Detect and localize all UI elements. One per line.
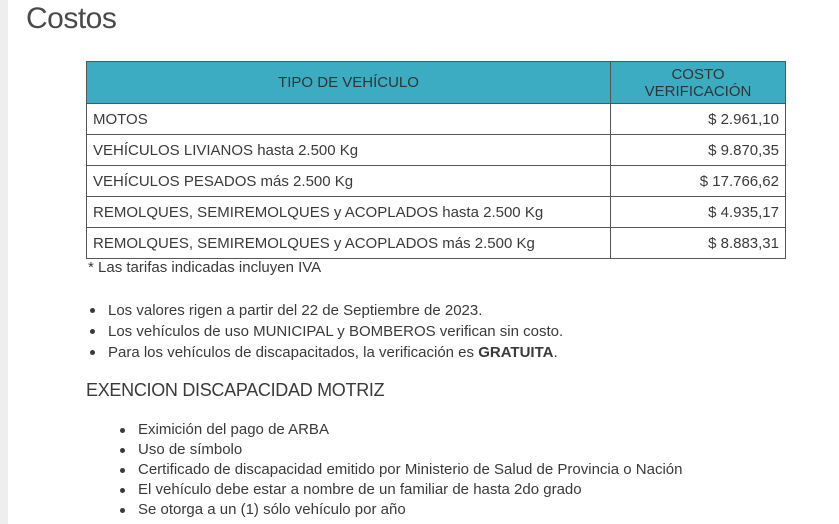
table-header-row: [87, 62, 786, 104]
list-item-text: Para los vehículos de discapacitados, la verificación es: [108, 344, 479, 361]
vehicle-type-cell: REMOLQUES, SEMIREMOLQUES y ACOPLADOS más 2.500 Kg: [87, 228, 611, 259]
cost-cell: $ 9.870,35: [611, 135, 786, 166]
table-row: [87, 166, 786, 197]
vehicle-type-cell: MOTOS: [87, 104, 611, 135]
vehicle-type-cell: REMOLQUES, SEMIREMOLQUES y ACOPLADOS hasta 2.500 Kg: [87, 197, 611, 228]
cost-cell: $ 4.935,17: [611, 197, 786, 228]
list-item: Certificado de discapacidad emitido por Ministerio de Salud de Provincia o Nación: [116, 460, 682, 480]
list-item: Los vehículos de uso MUNICIPAL y BOMBEROS verifican sin costo.: [86, 321, 563, 342]
list-item: Los valores rigen a partir del 22 de Septiembre de 2023.: [86, 300, 563, 321]
vehicle-type-cell: VEHÍCULOS LIVIANOS hasta 2.500 Kg: [87, 135, 611, 166]
cost-cell: $ 8.883,31: [611, 228, 786, 259]
vehicle-type-cell: VEHÍCULOS PESADOS más 2.500 Kg: [87, 166, 611, 197]
list-item: Se otorga a un (1) sólo vehículo por año: [116, 500, 682, 520]
page-edge: [0, 0, 8, 524]
list-item: Eximición del pago de ARBA: [116, 420, 682, 440]
header-vehicle-type: TIPO DE VEHÍCULO: [87, 62, 611, 104]
cost-cell: $ 17.766,62: [611, 166, 786, 197]
free-label: GRATUITA: [478, 344, 554, 361]
list-item: [86, 342, 563, 363]
tax-note: * Las tarifas indicadas incluyen IVA: [88, 259, 322, 276]
cost-cell: $ 2.961,10: [611, 104, 786, 135]
table-row: [87, 135, 786, 166]
table-row: [87, 104, 786, 135]
header-cost: COSTO VERIFICACIÓN: [611, 62, 786, 104]
section-heading: EXENCION DISCAPACIDAD MOTRIZ: [86, 380, 385, 400]
page-title: Costos: [26, 2, 117, 35]
table-row: [87, 228, 786, 259]
exemption-list: [116, 420, 682, 520]
list-item-suffix: .: [553, 344, 558, 361]
list-item: El vehículo debe estar a nombre de un familiar de hasta 2do grado: [116, 480, 682, 500]
costs-table: [86, 61, 786, 259]
info-list: [86, 300, 563, 363]
table-row: [87, 197, 786, 228]
list-item: Uso de símbolo: [116, 440, 682, 460]
